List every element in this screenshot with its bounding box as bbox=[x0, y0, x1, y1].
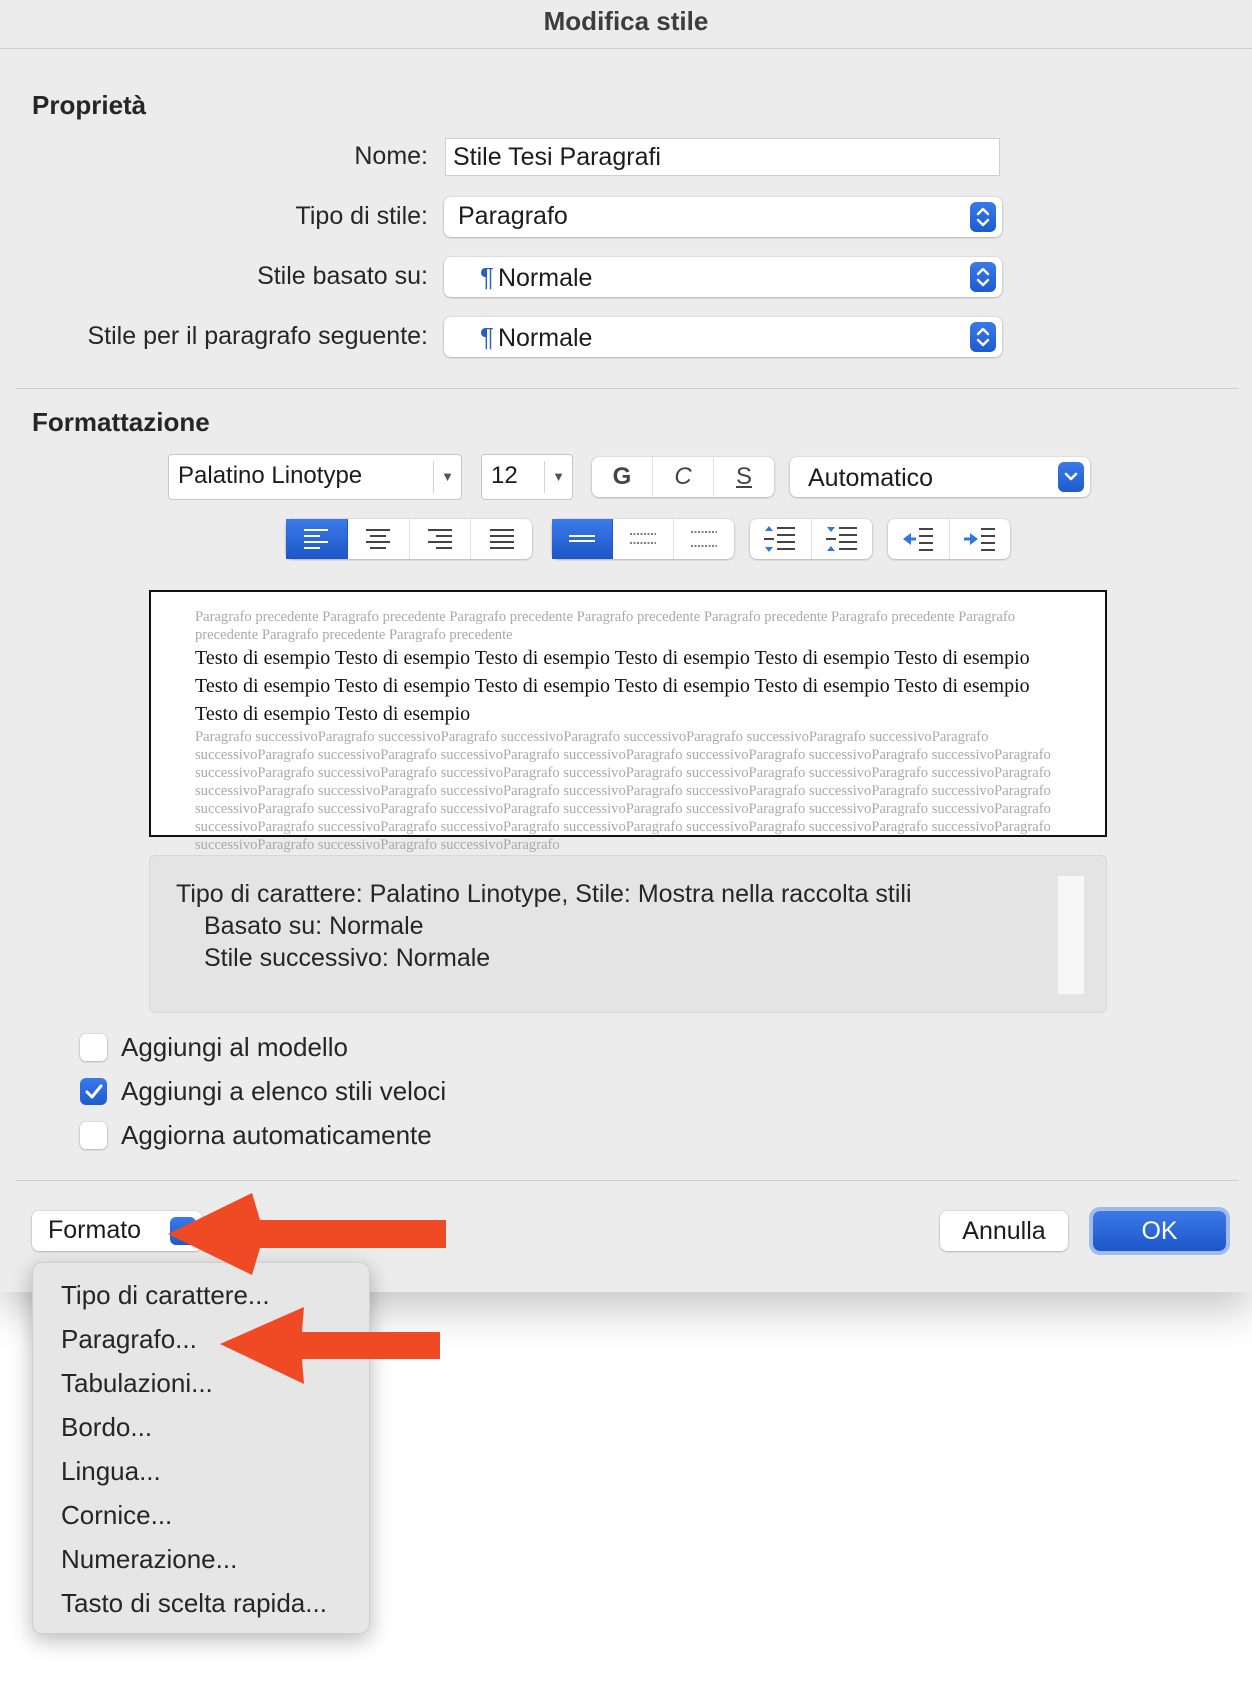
increase-indent-button[interactable] bbox=[950, 519, 1011, 559]
add-to-quick-styles-checkbox[interactable] bbox=[80, 1078, 107, 1105]
menu-item-paragraph[interactable]: Paragrafo... bbox=[61, 1324, 197, 1354]
style-preview bbox=[149, 590, 1107, 853]
name-label: Nome: bbox=[354, 142, 428, 170]
footer-divider bbox=[16, 1180, 1238, 1181]
menu-item-tabs[interactable]: Tabulazioni... bbox=[61, 1368, 213, 1398]
format-menu-label: Formato bbox=[48, 1216, 142, 1244]
ok-button[interactable]: OK bbox=[1093, 1211, 1226, 1251]
increase-indent-icon bbox=[963, 526, 997, 552]
auto-update-label: Aggiorna automaticamente bbox=[121, 1120, 432, 1150]
font-size-combobox[interactable] bbox=[481, 454, 573, 500]
decrease-indent-icon bbox=[901, 526, 935, 552]
add-to-template-checkbox[interactable] bbox=[80, 1034, 107, 1061]
indent-segmented bbox=[888, 519, 1010, 559]
bold-button[interactable]: G bbox=[592, 457, 653, 497]
preview-next-paragraph: Paragrafo successivoParagrafo successivoParagrafo successivoParagrafo successivoParagrafo successivoParagrafo successivoParagrafo successivoParagrafo successivoParagrafo successivoParagrafo successivoParagrafo successivoParagrafo successivoParagrafo successivoParagrafo successivoParagrafo successivoParagrafo successivoParagrafo successivoParagrafo successivoParagrafo successivoParagrafo successivoParagrafo successivoParagrafo successivoParagrafo successivoParagrafo successivoParagrafo successivoParagrafo successivoParagrafo successivoParagrafo successivoParagrafo successivoParagrafo successivoParagrafo successivoParagrafo successivoParagrafo successivoParagrafo successivoParagrafo successivoParagrafo successivoParagrafo successivoParagrafo successivoParagrafo successivoParagrafo successivoParagrafo successivoParagrafo successivoParagrafo successivoParagrafo successivoParagrafo bbox=[195, 729, 1051, 853]
single-spacing-icon bbox=[568, 530, 596, 548]
font-name-value: Palatino Linotype bbox=[178, 462, 363, 489]
align-center-icon bbox=[365, 528, 391, 550]
double-spacing-button[interactable] bbox=[674, 519, 734, 559]
decrease-indent-button[interactable] bbox=[888, 519, 950, 559]
up-down-chevron-icon bbox=[970, 262, 996, 292]
dropdown-arrow-icon[interactable]: ▼ bbox=[544, 461, 572, 493]
dropdown-arrow-icon[interactable]: ▼ bbox=[433, 461, 461, 493]
add-to-quick-styles-option[interactable] bbox=[80, 1076, 446, 1107]
description-scrollbar[interactable] bbox=[1058, 876, 1084, 994]
align-center-button[interactable] bbox=[348, 519, 410, 559]
underline-button[interactable]: S bbox=[735, 463, 752, 490]
align-left-icon bbox=[303, 528, 329, 550]
italic-button[interactable]: C bbox=[653, 457, 714, 497]
align-right-icon bbox=[427, 528, 453, 550]
checkmark-icon bbox=[84, 1083, 104, 1101]
next-style-value: Normale bbox=[497, 324, 593, 352]
chevron-down-icon bbox=[1058, 462, 1084, 492]
align-left-button[interactable] bbox=[286, 519, 348, 559]
add-to-quick-styles-label: Aggiungi a elenco stili veloci bbox=[121, 1076, 447, 1106]
justify-icon bbox=[489, 528, 515, 550]
window-title: Modifica stile bbox=[543, 6, 709, 36]
up-down-chevron-icon bbox=[970, 322, 996, 352]
menu-item-language[interactable]: Lingua... bbox=[61, 1456, 161, 1486]
font-color-value: Automatico bbox=[808, 464, 934, 492]
style-type-value: Paragrafo bbox=[458, 202, 568, 230]
one-half-spacing-button[interactable] bbox=[613, 519, 674, 559]
title-bar bbox=[0, 0, 1252, 49]
line-spacing-segmented bbox=[552, 519, 734, 559]
menu-item-shortcut-key[interactable]: Tasto di scelta rapida... bbox=[61, 1588, 327, 1618]
menu-item-border[interactable]: Bordo... bbox=[61, 1412, 153, 1442]
align-right-button[interactable] bbox=[410, 519, 472, 559]
based-on-label: Stile basato su: bbox=[257, 262, 428, 290]
decrease-spacing-button[interactable] bbox=[812, 519, 873, 559]
pilcrow-icon: ¶ bbox=[480, 262, 494, 292]
section-divider bbox=[16, 388, 1238, 389]
menu-item-frame[interactable]: Cornice... bbox=[61, 1500, 173, 1530]
preview-previous-paragraph: Paragrafo precedente Paragrafo precedente Paragrafo precedente Paragrafo precedente Paragrafo precedente Paragrafo precedente Paragrafo precedente Paragrafo precedente Paragrafo precedente bbox=[195, 609, 1015, 643]
style-type-popup[interactable] bbox=[444, 197, 1002, 237]
annotation-arrow-icon bbox=[212, 1304, 444, 1388]
description-line-next-style: Stile successivo: Normale bbox=[204, 944, 491, 972]
style-type-label: Tipo di stile: bbox=[295, 202, 428, 230]
properties-section-title: Proprietà bbox=[32, 90, 147, 120]
paragraph-spacing-segmented bbox=[750, 519, 872, 559]
formatting-section-title: Formattazione bbox=[32, 407, 210, 437]
name-input[interactable]: Stile Tesi Paragrafi bbox=[445, 138, 1000, 176]
pilcrow-icon: ¶ bbox=[480, 322, 494, 352]
font-size-value: 12 bbox=[491, 462, 518, 489]
add-to-template-option[interactable] bbox=[80, 1032, 348, 1063]
next-style-label: Stile per il paragrafo seguente: bbox=[87, 322, 428, 350]
cancel-button[interactable]: Annulla bbox=[940, 1211, 1068, 1251]
next-style-popup[interactable] bbox=[444, 317, 1002, 357]
preview-sample-text: Testo di esempio Testo di esempio Testo di esempio Testo di esempio Testo di esempio Testo di esempio Testo di esempio Testo di esempio Testo di esempio Testo di esempio Testo di esempio Testo di esempio Testo di esempio Testo di esempio bbox=[195, 647, 1030, 725]
increase-paragraph-spacing-icon bbox=[763, 524, 797, 554]
increase-spacing-button[interactable] bbox=[750, 519, 812, 559]
alignment-segmented bbox=[286, 519, 532, 559]
one-half-spacing-icon bbox=[629, 530, 657, 548]
based-on-popup[interactable] bbox=[444, 257, 1002, 297]
font-color-popup[interactable] bbox=[790, 457, 1090, 497]
double-spacing-icon bbox=[690, 530, 718, 548]
menu-item-font[interactable]: Tipo di carattere... bbox=[61, 1280, 270, 1310]
annotation-arrow-icon bbox=[160, 1190, 450, 1278]
up-down-chevron-icon bbox=[970, 202, 996, 232]
auto-update-option[interactable] bbox=[80, 1120, 432, 1151]
description-line-font: Tipo di carattere: Palatino Linotype, Stile: Mostra nella raccolta stili bbox=[176, 880, 912, 908]
auto-update-checkbox[interactable] bbox=[80, 1122, 107, 1149]
style-description bbox=[149, 855, 1107, 1013]
decrease-paragraph-spacing-icon bbox=[825, 524, 859, 554]
add-to-template-label: Aggiungi al modello bbox=[121, 1032, 348, 1062]
menu-item-numbering[interactable]: Numerazione... bbox=[61, 1544, 238, 1574]
justify-button[interactable] bbox=[471, 519, 532, 559]
font-name-combobox[interactable] bbox=[168, 454, 462, 500]
based-on-value: Normale bbox=[497, 264, 593, 292]
single-spacing-button[interactable] bbox=[552, 519, 613, 559]
font-style-segmented bbox=[592, 457, 774, 497]
description-line-based-on: Basato su: Normale bbox=[204, 912, 424, 940]
